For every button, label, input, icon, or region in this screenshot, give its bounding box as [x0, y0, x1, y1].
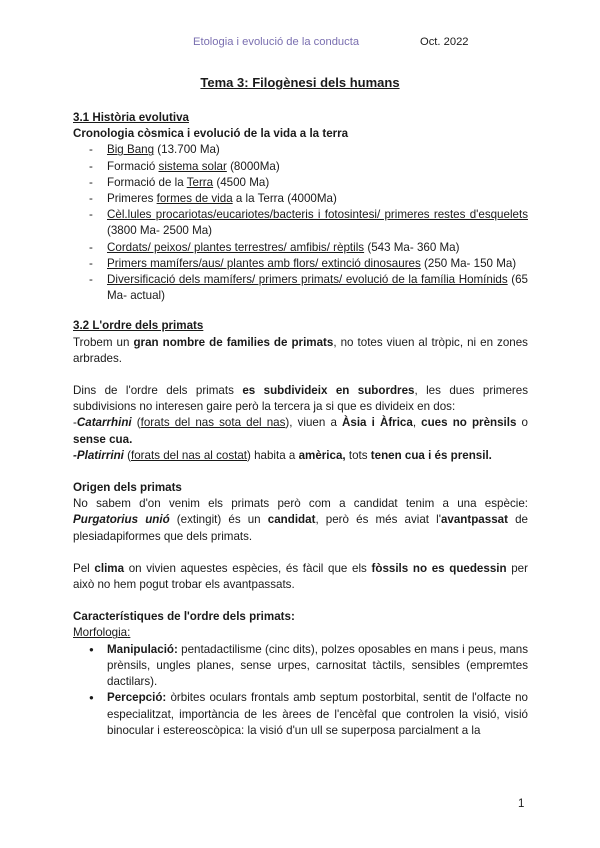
page-title: Tema 3: Filogènesi dels humans — [200, 75, 400, 90]
heading-caracteristiques: Característiques de l'ordre dels primats: — [73, 610, 295, 624]
paragraph-origen: No sabem d'on venim els primats però com a candidat tenim a una espècie: Purgatorius unió (extingit) és un candidat, però és més aviat l'avantpassat de plesiadapiformes que dels primats. — [73, 497, 528, 543]
list-item: - Formació sistema solar (8000Ma) — [87, 159, 528, 175]
list-item: - Cordats/ peixos/ plantes terrestres/ amfibis/ rèptils (543 Ma- 360 Ma) — [87, 240, 528, 256]
list-item: - Cèl.lules procariotas/eucariotes/bacteris i fotosintesi/ primeres restes d'esquelets (3800 Ma- 2500 Ma) — [87, 207, 528, 239]
paragraph-catarrhini: -Catarrhini (forats del nas sota del nas), viuen a Àsia i Àfrica, cues no prènsils o sense cua. — [73, 416, 528, 446]
page-number: 1 — [518, 798, 525, 810]
paragraph-platirrini: -Platirrini (forats del nas al costat) habita a amèrica, tots tenen cua i és prensil. — [73, 448, 492, 462]
list-item: ● Percepció: òrbites oculars frontals amb septum postorbital, sentit de l'olfacte no especialitzat, importància de les àrees de l'encèfal que controlen la visió, visió binocular i estereoscòpica: la visió d'un ull se superposa parcialment a la — [87, 690, 528, 739]
paragraph-clima: Pel clima on vivien aquestes espècies, és fàcil que els fòssils no es quedessin per això no hem pogut trobar els avantpassats. — [73, 561, 528, 592]
list-item: - Diversificació dels mamífers/ primers primats/ evolució de la família Homínids (65 Ma- actual) — [87, 272, 528, 304]
heading-origen: Origen dels primats — [73, 481, 182, 495]
header-course: Etologia i evolució de la conducta — [193, 36, 360, 48]
section-heading-history: 3.1 Història evolutiva — [73, 111, 189, 124]
subheading-chronology: Cronologia còsmica i evolució de la vida a la terra — [73, 127, 349, 141]
paragraph-families: Trobem un gran nombre de families de primats, no totes viuen al tròpic, ni en zones arbrades. — [73, 335, 528, 365]
list-item: - Primeres formes de vida a la Terra (4000Ma) — [87, 191, 528, 207]
header-date: Oct. 2022 — [420, 36, 469, 48]
characteristics-list — [73, 642, 528, 739]
list-item: ● Manipulació: pentadactilisme (cinc dits), polzes oposables en mans i peus, mans prènsils, ungles planes, sense urpes, carnositat tàctils, sensibles (empremtes dactilars). — [87, 642, 528, 691]
subheading-morfologia: Morfologia: — [73, 626, 131, 640]
chronology-list — [73, 142, 528, 304]
list-item: - Big Bang (13.700 Ma) — [87, 142, 528, 158]
section-heading-primates: 3.2 L'ordre dels primats — [73, 319, 204, 333]
document-body — [73, 106, 528, 739]
paragraph-subordres: Dins de l'ordre dels primats es subdivideix en subordres, les dues primeres subdivisions no interesen gaire però la tercera ja si que es divideix en dos: — [73, 384, 528, 414]
list-item: - Primers mamífers/aus/ plantes amb flors/ extinció dinosaures (250 Ma- 150 Ma) — [87, 256, 528, 272]
list-item: - Formació de la Terra (4500 Ma) — [87, 175, 528, 191]
